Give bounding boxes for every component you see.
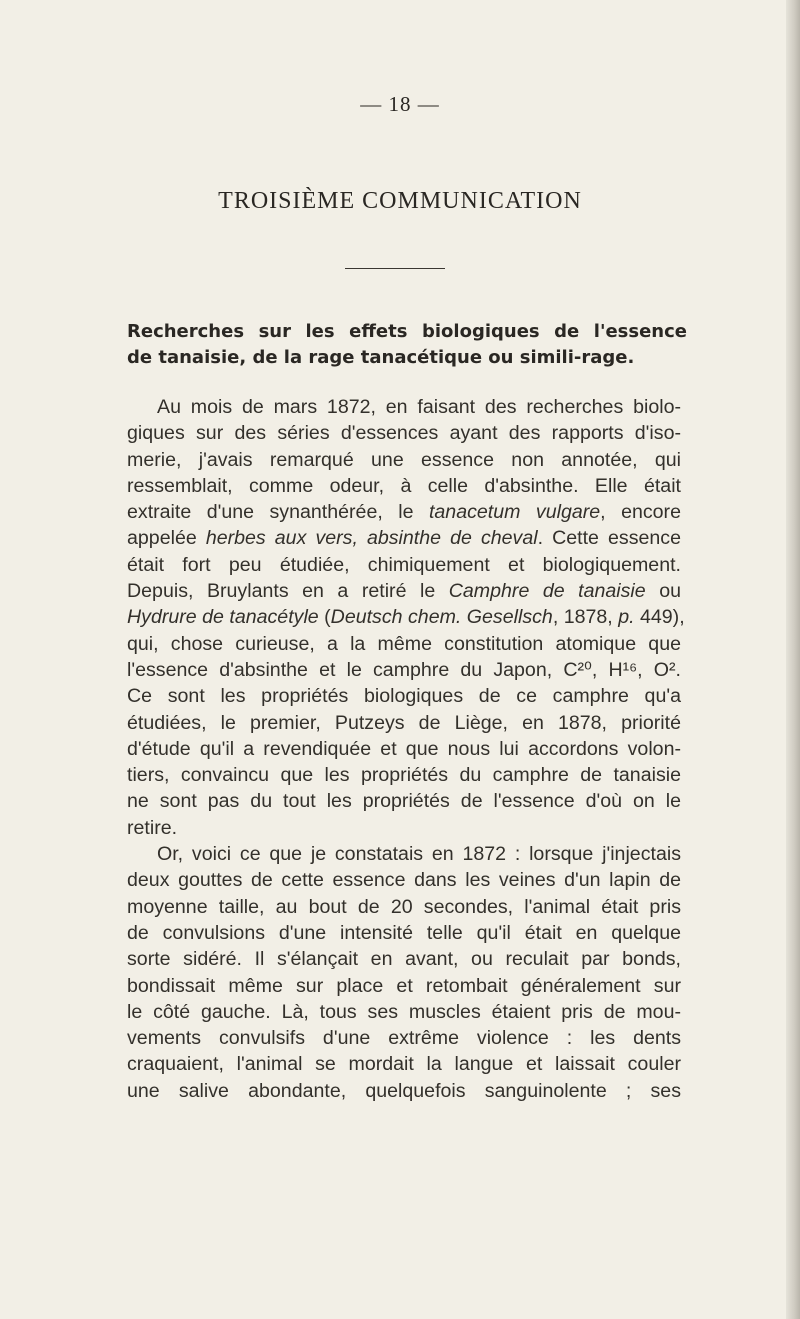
section-subtitle (127, 318, 687, 371)
body-line: était fort peu étudiée, chimiquement et biologiquement. (127, 553, 681, 576)
body-line: giques sur des séries d'essences ayant des rapports d'iso- (127, 422, 681, 445)
body-line: ressemblait, comme odeur, à celle d'absinthe. Elle était (127, 474, 681, 497)
body-line: bondissait même sur place et retombait généralement sur (127, 974, 681, 997)
body-line: deux gouttes de cette essence dans les veines d'un lapin de (127, 869, 681, 892)
subtitle-line: de tanaisie, de la rage tanacétique ou simili-rage. (127, 347, 635, 369)
page-number: — 18 — (360, 92, 440, 116)
body-line: Or, voici ce que je constatais en 1872 : lorsque j'injectais (157, 843, 681, 866)
subtitle-line: Recherches sur les effets biologiques de l'essence (127, 321, 687, 342)
body-line: Depuis, Bruylants en a retiré le Camphre de tanaisie ou (127, 580, 681, 603)
body-line: extraite d'une synanthérée, le tanacetum vulgare, encore (127, 501, 681, 524)
body-line: tiers, convaincu que les propriétés du camphre de tanaisie (127, 764, 681, 787)
body-line: Ce sont les propriétés biologiques de ce camphre qu'a (127, 685, 681, 708)
body-line: craquaient, l'animal se mordait la langue et laissait couler (127, 1053, 681, 1076)
body-line: une salive abondante, quelquefois sanguinolente ; ses (127, 1079, 681, 1102)
body-line: d'étude qu'il a revendiquée et que nous lui accordons volon- (127, 737, 681, 760)
body-line: ne sont pas du tout les propriétés de l'essence d'où on le (127, 790, 681, 813)
body-line: moyenne taille, au bout de 20 secondes, l'animal était pris (127, 895, 681, 918)
body-line: le côté gauche. Là, tous ses muscles étaient pris de mou- (127, 1000, 681, 1023)
body-line: étudiées, le premier, Putzeys de Liège, en 1878, priorité (127, 711, 681, 734)
body-line: appelée herbes aux vers, absinthe de cheval. Cette essence (127, 527, 681, 550)
body-line: vements convulsifs d'une extrême violence : les dents (127, 1027, 681, 1050)
body-line: sorte sidéré. Il s'élançait en avant, ou reculait par bonds, (127, 948, 681, 971)
body-line: de convulsions d'une intensité telle qu'il était en quelque (127, 921, 681, 944)
body-line: retire. (127, 816, 178, 839)
body-line: qui, chose curieuse, a la même constitution atomique que (127, 632, 681, 655)
body-line: l'essence d'absinthe et le camphre du Japon, C²⁰, H¹⁶, O². (127, 658, 681, 681)
body-line: Au mois de mars 1872, en faisant des recherches biolo- (157, 396, 681, 418)
body-line: Hydrure de tanacétyle (Deutsch chem. Gesellsch, 1878, p. 449), (127, 606, 685, 629)
heading-divider (345, 268, 445, 269)
body-line: merie, j'avais remarqué une essence non annotée, qui (127, 448, 681, 471)
section-heading: TROISIÈME COMMUNICATION (218, 188, 582, 214)
body-paragraphs (127, 394, 685, 1104)
